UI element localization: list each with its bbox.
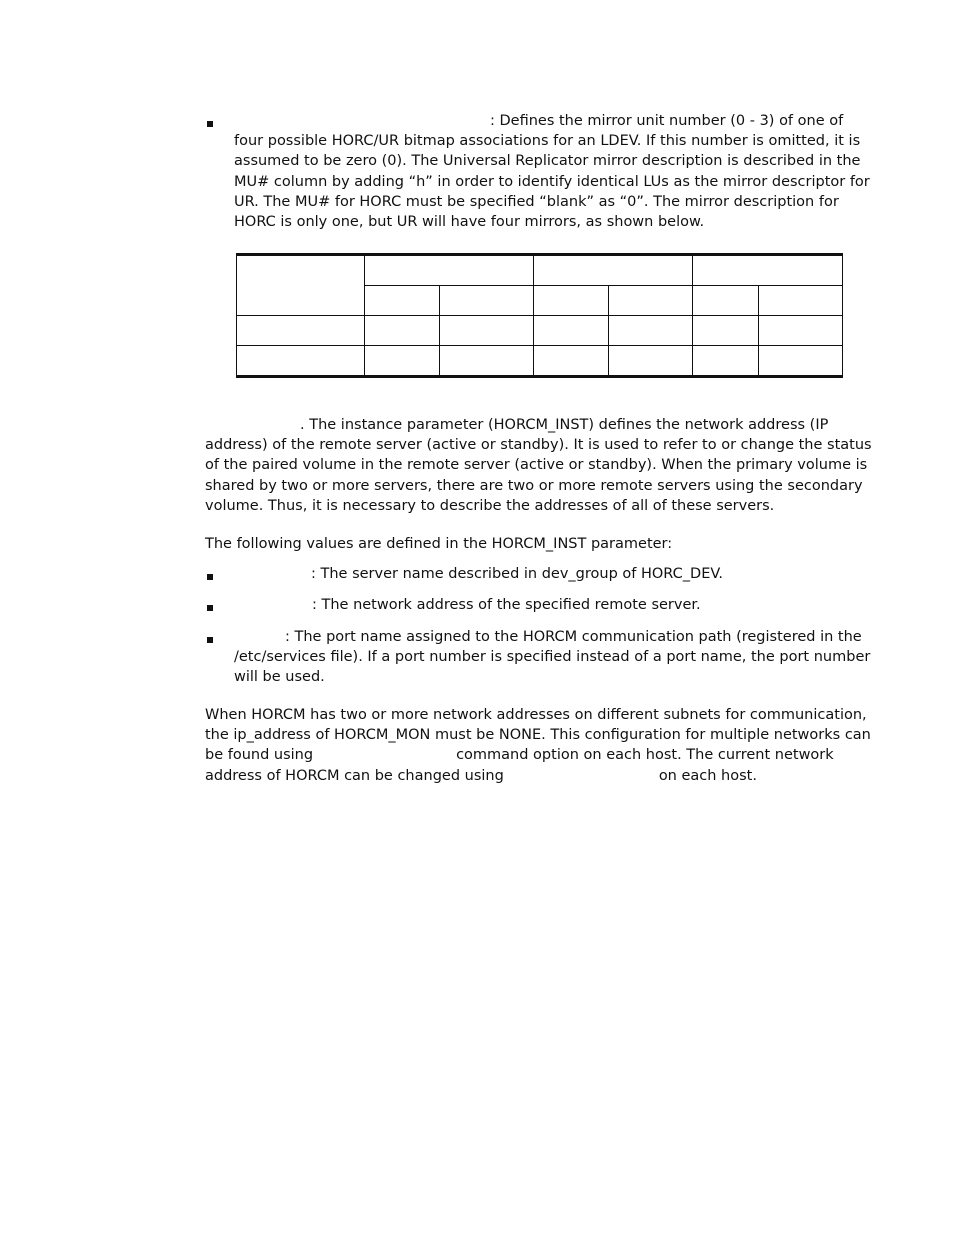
text-line: HORC is only one, but UR will have four mirrors, as shown below. bbox=[234, 214, 705, 231]
mirror-descriptor-table bbox=[236, 253, 843, 378]
table-cell bbox=[534, 286, 609, 316]
table-cell bbox=[237, 316, 365, 346]
table-cell bbox=[759, 286, 843, 316]
text-line: of the paired volume in the remote server (active or standby). When the primary volume is bbox=[205, 457, 868, 474]
values-intro bbox=[205, 534, 672, 554]
table-cell bbox=[609, 286, 693, 316]
text-line: When HORCM has two or more network addresses on different subnets for communication, bbox=[205, 707, 867, 723]
table-cell bbox=[693, 286, 759, 316]
text-line: shared by two or more servers, there are two or more remote servers using the secondary bbox=[205, 477, 863, 494]
mu-bullet-text bbox=[234, 111, 870, 232]
table-row bbox=[237, 346, 843, 377]
table-cell bbox=[365, 255, 534, 286]
text-fragment: on each host. bbox=[658, 767, 757, 784]
table-cell bbox=[440, 316, 534, 346]
table-cell bbox=[759, 346, 843, 377]
text-line: The following values are defined in the HORCM_INST parameter: bbox=[205, 536, 673, 552]
table-cell bbox=[534, 316, 609, 346]
text-line: volume. Thus, it is necessary to describe the addresses of all of these servers. bbox=[205, 497, 775, 514]
bullet-marker bbox=[207, 637, 213, 643]
instance-paragraph bbox=[205, 415, 872, 516]
bullet-marker bbox=[207, 574, 213, 580]
text-line: four possible HORC/UR bitmap associations for an LDEV. If this number is omitted, it is bbox=[234, 133, 861, 150]
inst-bullet-ip-address bbox=[234, 595, 701, 615]
bullet-marker bbox=[207, 605, 213, 611]
text-line: /etc/services file). If a port number is specified instead of a port name, the port number bbox=[234, 649, 871, 666]
inst-bullet-service bbox=[234, 627, 870, 688]
table-cell bbox=[534, 346, 609, 377]
bullet-marker bbox=[207, 121, 213, 127]
network-paragraph bbox=[205, 705, 871, 786]
text-line: the ip_address of HORCM_MON must be NONE. This configuration for multiple networks can bbox=[205, 727, 871, 744]
table-cell bbox=[759, 316, 843, 346]
table-cell bbox=[693, 255, 843, 286]
text-line: assumed to be zero (0). The Universal Replicator mirror description is described in the bbox=[234, 153, 861, 170]
text-line bbox=[205, 745, 871, 765]
table-cell bbox=[693, 346, 759, 377]
table-cell bbox=[609, 316, 693, 346]
text-line: : The server name described in dev_group of HORC_DEV. bbox=[311, 566, 724, 582]
table-cell bbox=[534, 255, 693, 286]
table-cell bbox=[440, 346, 534, 377]
table-row bbox=[237, 316, 843, 346]
text-line: address) of the remote server (active or standby). It is used to refer to or change the status bbox=[205, 437, 872, 454]
text-line: will be used. bbox=[234, 669, 325, 686]
text-fragment: be found using bbox=[205, 747, 314, 764]
table-cell bbox=[693, 316, 759, 346]
text-line: : The port name assigned to the HORCM communication path (registered in the bbox=[285, 629, 862, 645]
inst-bullet-dev-group bbox=[234, 564, 723, 584]
table-cell bbox=[365, 316, 440, 346]
text-line: : Defines the mirror unit number (0 - 3) of one of bbox=[490, 113, 844, 129]
table-header-row bbox=[237, 255, 843, 286]
table-cell bbox=[237, 346, 365, 377]
table-cell bbox=[609, 346, 693, 377]
table-cell bbox=[237, 255, 365, 316]
text-fragment: command option on each host. The current network bbox=[456, 747, 834, 764]
text-line bbox=[205, 766, 871, 786]
text-line: . The instance parameter (HORCM_INST) defines the network address (IP bbox=[300, 417, 829, 433]
text-fragment: address of HORCM can be changed using bbox=[205, 767, 504, 784]
text-line: MU# column by adding “h” in order to identify identical LUs as the mirror descriptor for bbox=[234, 173, 870, 190]
table-cell bbox=[365, 286, 440, 316]
table-cell bbox=[440, 286, 534, 316]
text-line: : The network address of the specified remote server. bbox=[312, 597, 701, 613]
text-line: UR. The MU# for HORC must be specified “blank” as “0”. The mirror description for bbox=[234, 193, 839, 210]
table-cell bbox=[365, 346, 440, 377]
